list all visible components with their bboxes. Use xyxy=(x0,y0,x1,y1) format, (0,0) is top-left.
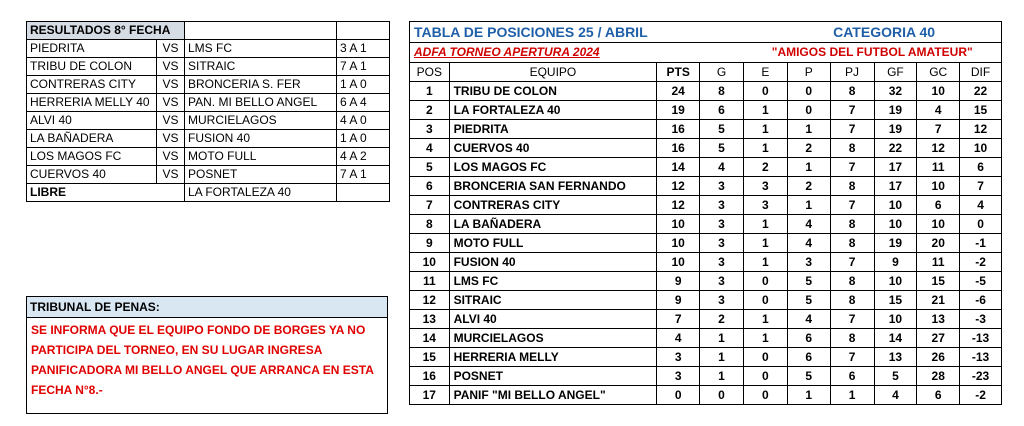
standings-cell-pos: 17 xyxy=(410,386,450,405)
match-home-team: TRIBU DE COLON xyxy=(27,58,157,76)
standings-cell-p: 4 xyxy=(787,310,830,329)
standings-cell-gf: 4 xyxy=(874,386,917,405)
standings-row xyxy=(410,253,1002,272)
match-home-team: CONTRERAS CITY xyxy=(27,76,157,94)
standings-cell-e: 3 xyxy=(743,177,787,196)
standings-cell-pts: 9 xyxy=(657,272,700,291)
association-name: "AMIGOS DEL FUTBOL AMATEUR" xyxy=(743,43,1001,63)
standings-cell-gc: 6 xyxy=(917,386,960,405)
standings-cell-gf: 19 xyxy=(874,120,917,139)
standings-cell-pts: 10 xyxy=(657,215,700,234)
column-header-g: G xyxy=(700,63,744,82)
standings-cell-team: LA BAÑADERA xyxy=(449,215,657,234)
standings-cell-e: 2 xyxy=(743,158,787,177)
standings-cell-gf: 10 xyxy=(874,272,917,291)
standings-cell-pos: 9 xyxy=(410,234,450,253)
standings-cell-g: 8 xyxy=(700,82,744,101)
standings-cell-gc: 4 xyxy=(917,101,960,120)
standings-column-header xyxy=(410,63,1002,82)
standings-cell-pts: 19 xyxy=(657,101,700,120)
standings-cell-gf: 9 xyxy=(874,253,917,272)
standings-cell-team: POSNET xyxy=(449,367,657,386)
standings-cell-p: 5 xyxy=(787,272,830,291)
standings-cell-dif: -6 xyxy=(960,291,1002,310)
standings-cell-gf: 17 xyxy=(874,158,917,177)
standings-row xyxy=(410,120,1002,139)
standings-cell-p: 4 xyxy=(787,234,830,253)
standings-cell-g: 3 xyxy=(700,253,744,272)
standings-cell-pos: 11 xyxy=(410,272,450,291)
column-header-pj: PJ xyxy=(830,63,874,82)
libre-label: LIBRE xyxy=(27,184,185,202)
standings-cell-e: 0 xyxy=(743,291,787,310)
match-home-team: PIEDRITA xyxy=(27,40,157,58)
standings-cell-pts: 14 xyxy=(657,158,700,177)
results-title: RESULTADOS 8° FECHA xyxy=(27,22,185,40)
standings-cell-dif: 7 xyxy=(960,177,1002,196)
match-away-team: FUSION 40 xyxy=(185,130,337,148)
standings-cell-gc: 11 xyxy=(917,253,960,272)
standings-cell-gf: 10 xyxy=(874,196,917,215)
standings-row xyxy=(410,367,1002,386)
standings-cell-gf: 13 xyxy=(874,348,917,367)
results-header-row xyxy=(27,22,390,40)
standings-cell-gc: 11 xyxy=(917,158,960,177)
standings-cell-gf: 10 xyxy=(874,215,917,234)
standings-cell-g: 3 xyxy=(700,291,744,310)
match-away-team: BRONCERIA S. FER xyxy=(185,76,337,94)
standings-cell-team: TRIBU DE COLON xyxy=(449,82,657,101)
match-away-team: PAN. MI BELLO ANGEL xyxy=(185,94,337,112)
standings-cell-gc: 20 xyxy=(917,234,960,253)
standings-cell-gc: 10 xyxy=(917,215,960,234)
standings-cell-team: HERRERIA MELLY xyxy=(449,348,657,367)
standings-category: CATEGORIA 40 xyxy=(830,22,1001,43)
libre-blank xyxy=(337,184,390,202)
match-row xyxy=(27,94,390,112)
standings-cell-gf: 10 xyxy=(874,310,917,329)
match-vs: VS xyxy=(157,112,185,130)
standings-title: TABLA DE POSICIONES 25 / ABRIL xyxy=(410,22,831,43)
column-header-gc: GC xyxy=(917,63,960,82)
standings-cell-gc: 15 xyxy=(917,272,960,291)
match-away-team: POSNET xyxy=(185,166,337,184)
standings-cell-gc: 21 xyxy=(917,291,960,310)
standings-cell-dif: -5 xyxy=(960,272,1002,291)
standings-cell-pts: 10 xyxy=(657,234,700,253)
standings-cell-gf: 17 xyxy=(874,177,917,196)
standings-row xyxy=(410,329,1002,348)
match-away-team: MOTO FULL xyxy=(185,148,337,166)
standings-cell-gc: 27 xyxy=(917,329,960,348)
standings-cell-gc: 6 xyxy=(917,196,960,215)
standings-cell-e: 0 xyxy=(743,82,787,101)
standings-cell-pj: 8 xyxy=(830,272,874,291)
standings-cell-team: BRONCERIA SAN FERNANDO xyxy=(449,177,657,196)
standings-row xyxy=(410,177,1002,196)
match-score: 6 A 4 xyxy=(337,94,390,112)
standings-cell-dif: -3 xyxy=(960,310,1002,329)
standings-cell-pj: 8 xyxy=(830,234,874,253)
standings-cell-pts: 0 xyxy=(657,386,700,405)
standings-cell-g: 4 xyxy=(700,158,744,177)
standings-cell-p: 4 xyxy=(787,215,830,234)
match-vs: VS xyxy=(157,40,185,58)
standings-cell-g: 3 xyxy=(700,272,744,291)
standings-cell-pj: 8 xyxy=(830,139,874,158)
standings-cell-p: 1 xyxy=(787,120,830,139)
standings-cell-gf: 19 xyxy=(874,234,917,253)
standings-cell-gf: 15 xyxy=(874,291,917,310)
standings-cell-dif: 10 xyxy=(960,139,1002,158)
tribunal-notice: SE INFORMA QUE EL EQUIPO FONDO DE BORGES YA NO PARTICIPA DEL TORNEO, EN SU LUGAR INGRESA PANIFICADORA MI BELLO ANGEL QUE ARRANCA EN ESTA FECHA N°8.- xyxy=(31,323,374,397)
standings-cell-dif: -1 xyxy=(960,234,1002,253)
match-vs: VS xyxy=(157,94,185,112)
standings-cell-pts: 10 xyxy=(657,253,700,272)
standings-cell-team: FUSION 40 xyxy=(449,253,657,272)
standings-row xyxy=(410,234,1002,253)
standings-cell-pj: 6 xyxy=(830,367,874,386)
standings-cell-pj: 7 xyxy=(830,120,874,139)
tribunal-title: TRIBUNAL DE PENAS: xyxy=(27,297,387,318)
standings-cell-e: 1 xyxy=(743,253,787,272)
standings-cell-g: 1 xyxy=(700,329,744,348)
standings-cell-pos: 15 xyxy=(410,348,450,367)
standings-cell-pj: 8 xyxy=(830,329,874,348)
match-score: 1 A 0 xyxy=(337,130,390,148)
standings-cell-g: 3 xyxy=(700,234,744,253)
match-home-team: ALVI 40 xyxy=(27,112,157,130)
standings-row xyxy=(410,348,1002,367)
standings-cell-pj: 1 xyxy=(830,386,874,405)
standings-cell-pos: 3 xyxy=(410,120,450,139)
column-header-e: E xyxy=(743,63,787,82)
match-away-team: MURCIELAGOS xyxy=(185,112,337,130)
standings-cell-e: 1 xyxy=(743,215,787,234)
standings-row xyxy=(410,291,1002,310)
standings-cell-pts: 16 xyxy=(657,139,700,158)
standings-cell-dif: 4 xyxy=(960,196,1002,215)
match-vs: VS xyxy=(157,148,185,166)
standings-subtitle-row xyxy=(410,43,1002,63)
standings-cell-gc: 10 xyxy=(917,82,960,101)
standings-cell-gc: 10 xyxy=(917,177,960,196)
standings-cell-team: LA FORTALEZA 40 xyxy=(449,101,657,120)
standings-cell-pj: 7 xyxy=(830,348,874,367)
standings-row xyxy=(410,310,1002,329)
standings-cell-g: 5 xyxy=(700,120,744,139)
standings-cell-pj: 8 xyxy=(830,291,874,310)
standings-cell-pts: 16 xyxy=(657,120,700,139)
match-row xyxy=(27,130,390,148)
standings-cell-p: 6 xyxy=(787,329,830,348)
standings-cell-p: 3 xyxy=(787,253,830,272)
standings-cell-pos: 16 xyxy=(410,367,450,386)
match-row xyxy=(27,76,390,94)
standings-cell-pts: 3 xyxy=(657,348,700,367)
standings-cell-e: 0 xyxy=(743,272,787,291)
standings-cell-gc: 12 xyxy=(917,139,960,158)
standings-cell-pj: 8 xyxy=(830,82,874,101)
match-home-team: HERRERIA MELLY 40 xyxy=(27,94,157,112)
standings-cell-g: 3 xyxy=(700,215,744,234)
column-header-dif: DIF xyxy=(960,63,1002,82)
standings-cell-p: 1 xyxy=(787,196,830,215)
standings-cell-e: 1 xyxy=(743,329,787,348)
standings-cell-g: 0 xyxy=(700,386,744,405)
match-score: 1 A 0 xyxy=(337,76,390,94)
results-header-blank xyxy=(337,22,390,40)
match-home-team: LOS MAGOS FC xyxy=(27,148,157,166)
standings-cell-team: PANIF "MI BELLO ANGEL" xyxy=(449,386,657,405)
standings-cell-pos: 8 xyxy=(410,215,450,234)
standings-cell-pj: 7 xyxy=(830,253,874,272)
match-score: 3 A 1 xyxy=(337,40,390,58)
standings-cell-p: 0 xyxy=(787,101,830,120)
column-header-pos: POS xyxy=(410,63,450,82)
standings-cell-team: MURCIELAGOS xyxy=(449,329,657,348)
standings-cell-team: LOS MAGOS FC xyxy=(449,158,657,177)
standings-cell-e: 0 xyxy=(743,367,787,386)
standings-cell-dif: -13 xyxy=(960,329,1002,348)
standings-row xyxy=(410,158,1002,177)
standings-cell-pos: 12 xyxy=(410,291,450,310)
standings-cell-pts: 12 xyxy=(657,196,700,215)
standings-cell-gc: 28 xyxy=(917,367,960,386)
standings-row xyxy=(410,196,1002,215)
standings-cell-dif: 15 xyxy=(960,101,1002,120)
results-table xyxy=(26,21,390,202)
standings-row xyxy=(410,272,1002,291)
standings-cell-team: LMS FC xyxy=(449,272,657,291)
standings-cell-e: 1 xyxy=(743,234,787,253)
standings-table xyxy=(409,21,1002,405)
standings-cell-g: 5 xyxy=(700,139,744,158)
standings-cell-e: 0 xyxy=(743,386,787,405)
match-row xyxy=(27,58,390,76)
standings-cell-pts: 9 xyxy=(657,291,700,310)
standings-cell-team: CUERVOS 40 xyxy=(449,139,657,158)
standings-cell-dif: 6 xyxy=(960,158,1002,177)
standings-cell-pos: 1 xyxy=(410,82,450,101)
libre-row xyxy=(27,184,390,202)
match-away-team: LMS FC xyxy=(185,40,337,58)
match-vs: VS xyxy=(157,58,185,76)
standings-cell-p: 2 xyxy=(787,177,830,196)
libre-team: LA FORTALEZA 40 xyxy=(185,184,337,202)
standings-cell-pos: 6 xyxy=(410,177,450,196)
standings-cell-gf: 19 xyxy=(874,101,917,120)
standings-cell-pts: 4 xyxy=(657,329,700,348)
standings-cell-pts: 3 xyxy=(657,367,700,386)
standings-cell-p: 0 xyxy=(787,82,830,101)
standings-cell-p: 1 xyxy=(787,386,830,405)
standings-cell-g: 1 xyxy=(700,348,744,367)
match-home-team: CUERVOS 40 xyxy=(27,166,157,184)
standings-cell-p: 6 xyxy=(787,348,830,367)
standings-cell-dif: -2 xyxy=(960,386,1002,405)
standings-cell-dif: 22 xyxy=(960,82,1002,101)
standings-cell-dif: 12 xyxy=(960,120,1002,139)
standings-cell-gf: 14 xyxy=(874,329,917,348)
results-header-blank xyxy=(185,22,337,40)
standings-cell-pj: 8 xyxy=(830,177,874,196)
standings-row xyxy=(410,215,1002,234)
standings-cell-e: 0 xyxy=(743,348,787,367)
match-vs: VS xyxy=(157,166,185,184)
match-row xyxy=(27,148,390,166)
standings-cell-gc: 7 xyxy=(917,120,960,139)
standings-cell-pos: 4 xyxy=(410,139,450,158)
column-header-gf: GF xyxy=(874,63,917,82)
standings-cell-p: 2 xyxy=(787,139,830,158)
standings-cell-pos: 14 xyxy=(410,329,450,348)
standings-cell-pts: 7 xyxy=(657,310,700,329)
standings-cell-pj: 8 xyxy=(830,215,874,234)
standings-cell-pos: 5 xyxy=(410,158,450,177)
standings-cell-pts: 12 xyxy=(657,177,700,196)
standings-cell-dif: 0 xyxy=(960,215,1002,234)
standings-cell-g: 6 xyxy=(700,101,744,120)
standings-cell-gf: 32 xyxy=(874,82,917,101)
standings-cell-g: 3 xyxy=(700,196,744,215)
standings-cell-pos: 10 xyxy=(410,253,450,272)
standings-cell-pj: 7 xyxy=(830,158,874,177)
standings-row xyxy=(410,101,1002,120)
column-header-pts: PTS xyxy=(657,63,700,82)
standings-cell-gc: 26 xyxy=(917,348,960,367)
standings-cell-g: 3 xyxy=(700,177,744,196)
match-score: 7 A 1 xyxy=(337,58,390,76)
standings-cell-pts: 24 xyxy=(657,82,700,101)
standings-cell-e: 3 xyxy=(743,196,787,215)
match-row xyxy=(27,40,390,58)
match-vs: VS xyxy=(157,76,185,94)
match-row xyxy=(27,166,390,184)
column-header-p: P xyxy=(787,63,830,82)
standings-cell-p: 5 xyxy=(787,367,830,386)
standings-cell-p: 1 xyxy=(787,158,830,177)
match-score: 7 A 1 xyxy=(337,166,390,184)
standings-row xyxy=(410,386,1002,405)
standings-cell-pj: 7 xyxy=(830,196,874,215)
standings-cell-team: CONTRERAS CITY xyxy=(449,196,657,215)
match-row xyxy=(27,112,390,130)
standings-cell-team: SITRAIC xyxy=(449,291,657,310)
column-header-equipo: EQUIPO xyxy=(449,63,657,82)
match-home-team: LA BAÑADERA xyxy=(27,130,157,148)
standings-cell-pos: 2 xyxy=(410,101,450,120)
match-score: 4 A 0 xyxy=(337,112,390,130)
standings-cell-g: 1 xyxy=(700,367,744,386)
match-vs: VS xyxy=(157,130,185,148)
tribunal-box xyxy=(26,296,388,414)
standings-cell-team: PIEDRITA xyxy=(449,120,657,139)
standings-cell-gc: 13 xyxy=(917,310,960,329)
standings-title-row xyxy=(410,22,1002,43)
match-away-team: SITRAIC xyxy=(185,58,337,76)
standings-cell-pos: 13 xyxy=(410,310,450,329)
standings-cell-pj: 7 xyxy=(830,310,874,329)
standings-cell-gf: 5 xyxy=(874,367,917,386)
standings-cell-g: 2 xyxy=(700,310,744,329)
tournament-name: ADFA TORNEO APERTURA 2024 xyxy=(410,43,744,63)
standings-cell-e: 1 xyxy=(743,120,787,139)
standings-cell-dif: -13 xyxy=(960,348,1002,367)
standings-cell-dif: -23 xyxy=(960,367,1002,386)
standings-cell-e: 1 xyxy=(743,139,787,158)
standings-cell-e: 1 xyxy=(743,101,787,120)
standings-cell-gf: 22 xyxy=(874,139,917,158)
standings-cell-p: 5 xyxy=(787,291,830,310)
standings-cell-pj: 7 xyxy=(830,101,874,120)
standings-cell-team: ALVI 40 xyxy=(449,310,657,329)
standings-cell-pos: 7 xyxy=(410,196,450,215)
standings-cell-e: 1 xyxy=(743,310,787,329)
standings-row xyxy=(410,139,1002,158)
standings-row xyxy=(410,82,1002,101)
standings-cell-dif: -2 xyxy=(960,253,1002,272)
match-score: 4 A 2 xyxy=(337,148,390,166)
standings-cell-team: MOTO FULL xyxy=(449,234,657,253)
